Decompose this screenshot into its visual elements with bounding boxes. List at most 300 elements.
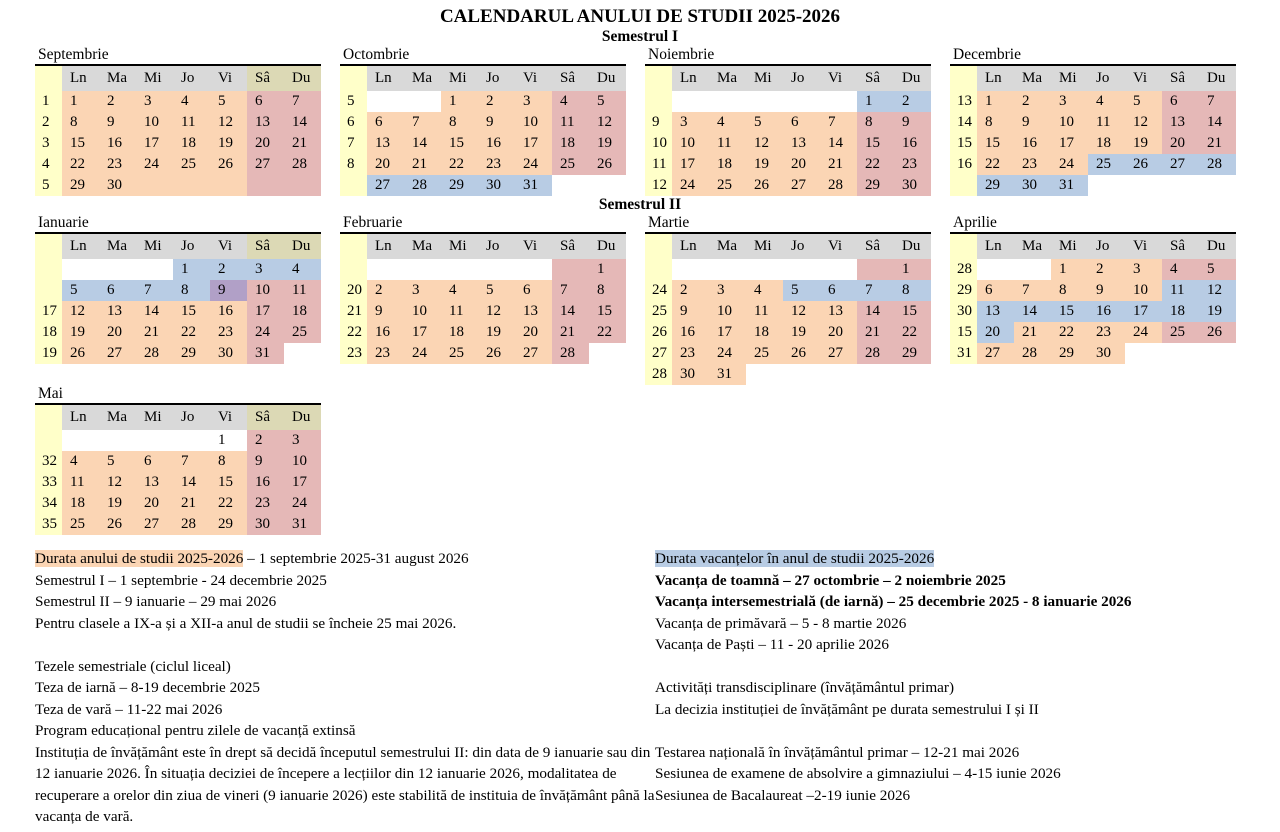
- week-row: [950, 154, 1236, 175]
- week-number-cell: [340, 175, 367, 196]
- day-cell: 12: [589, 112, 626, 133]
- notes-section: [35, 548, 1280, 828]
- day-cell: 12: [99, 472, 136, 493]
- day-cell: 6: [1162, 91, 1199, 112]
- day-cell: 7: [857, 280, 894, 301]
- week-row: [950, 322, 1236, 343]
- month-calendar-decembrie: [950, 47, 1236, 196]
- day-cell: 14: [857, 301, 894, 322]
- day-cell: 5: [783, 280, 820, 301]
- day-cell: 15: [894, 301, 931, 322]
- day-cell: 17: [247, 301, 284, 322]
- day-cell: 13: [99, 301, 136, 322]
- day-cell: 29: [210, 514, 247, 535]
- day-cell: 10: [672, 133, 709, 154]
- day-cell: 11: [709, 133, 746, 154]
- day-cell: 13: [247, 112, 284, 133]
- day-cell: 30: [210, 343, 247, 364]
- day-cell: 28: [404, 175, 441, 196]
- week-row: [35, 322, 321, 343]
- day-cell: 3: [1051, 91, 1088, 112]
- day-cell: [552, 259, 589, 280]
- weekday-header: Mi: [136, 234, 173, 259]
- day-cell: 7: [136, 280, 173, 301]
- day-cell: 28: [173, 514, 210, 535]
- day-cell: 9: [367, 301, 404, 322]
- day-cell: 17: [709, 322, 746, 343]
- week-row: [645, 175, 931, 196]
- week-row: [645, 133, 931, 154]
- week-header-corner: [950, 66, 977, 91]
- day-cell: 4: [62, 451, 99, 472]
- day-cell: 5: [478, 280, 515, 301]
- week-row: [35, 91, 321, 112]
- day-cell: 17: [284, 472, 321, 493]
- day-cell: 23: [478, 154, 515, 175]
- day-cell: 13: [1162, 112, 1199, 133]
- month-calendar-octombrie: [340, 47, 626, 196]
- note-line: Sesiunea de Bacalaureat –2-19 iunie 2026: [655, 786, 911, 804]
- day-cell: 21: [284, 133, 321, 154]
- day-cell: 3: [284, 430, 321, 451]
- weekday-header: Vi: [820, 234, 857, 259]
- day-cell: 2: [894, 91, 931, 112]
- day-cell: 4: [552, 91, 589, 112]
- day-cell: 6: [367, 112, 404, 133]
- day-cell: 19: [478, 322, 515, 343]
- month-table: [340, 234, 626, 364]
- day-cell: [136, 175, 173, 196]
- day-cell: 4: [441, 280, 478, 301]
- day-cell: 10: [515, 112, 552, 133]
- day-cell: 28: [820, 175, 857, 196]
- weekday-header: Ma: [1014, 66, 1051, 91]
- day-cell: 13: [783, 133, 820, 154]
- week-number-cell: 21: [340, 301, 367, 322]
- day-cell: 9: [1014, 112, 1051, 133]
- month-title: Mai: [35, 386, 321, 405]
- week-number-cell: 5: [340, 91, 367, 112]
- day-cell: [709, 91, 746, 112]
- day-cell: 18: [709, 154, 746, 175]
- weekday-header: Vi: [1125, 66, 1162, 91]
- day-cell: 27: [783, 175, 820, 196]
- week-number-cell: 35: [35, 514, 62, 535]
- day-cell: 10: [1051, 112, 1088, 133]
- day-cell: 14: [1199, 112, 1236, 133]
- day-cell: 4: [1162, 259, 1199, 280]
- day-cell: [783, 364, 820, 385]
- weekday-header: Ln: [367, 234, 404, 259]
- day-cell: 6: [977, 280, 1014, 301]
- day-cell: 24: [709, 343, 746, 364]
- day-cell: 18: [552, 133, 589, 154]
- day-cell: 5: [1125, 91, 1162, 112]
- day-cell: 3: [1125, 259, 1162, 280]
- day-cell: 11: [62, 472, 99, 493]
- day-cell: [746, 259, 783, 280]
- weekday-header: Ma: [709, 66, 746, 91]
- day-cell: 12: [1125, 112, 1162, 133]
- day-cell: 26: [210, 154, 247, 175]
- day-cell: 15: [977, 133, 1014, 154]
- day-cell: 4: [709, 112, 746, 133]
- day-cell: 30: [247, 514, 284, 535]
- note-line: Vacanța intersemestrială (de iarnă) – 25 decembrie 2025 - 8 ianuarie 2026: [655, 593, 1132, 610]
- day-cell: 17: [136, 133, 173, 154]
- week-number-cell: 28: [645, 364, 672, 385]
- day-cell: 2: [99, 91, 136, 112]
- week-row: [35, 259, 321, 280]
- day-cell: 7: [552, 280, 589, 301]
- weekday-header: Du: [1199, 66, 1236, 91]
- weekday-header: Du: [284, 405, 321, 430]
- day-cell: 15: [173, 301, 210, 322]
- weekday-header: Jo: [478, 234, 515, 259]
- weekday-header: Du: [589, 234, 626, 259]
- week-row: [645, 322, 931, 343]
- day-cell: [820, 364, 857, 385]
- semester2-months-row: [35, 214, 1280, 385]
- day-cell: 18: [62, 493, 99, 514]
- week-row: [35, 343, 321, 364]
- week-row: [35, 280, 321, 301]
- day-cell: 28: [552, 343, 589, 364]
- weekday-header: Ln: [672, 234, 709, 259]
- day-cell: 31: [284, 514, 321, 535]
- day-cell: 25: [284, 322, 321, 343]
- week-row: [950, 91, 1236, 112]
- month-calendar-februarie: [340, 215, 626, 364]
- day-cell: 21: [552, 322, 589, 343]
- weekday-header: Mi: [441, 234, 478, 259]
- day-cell: 25: [746, 343, 783, 364]
- month-title: Septembrie: [35, 47, 321, 66]
- day-cell: 10: [404, 301, 441, 322]
- day-cell: 5: [99, 451, 136, 472]
- week-row: [340, 280, 626, 301]
- day-cell: 17: [672, 154, 709, 175]
- weekday-header-row: [35, 66, 321, 91]
- blank-line: [35, 634, 655, 656]
- weekday-header: Mi: [136, 405, 173, 430]
- day-cell: 26: [1125, 154, 1162, 175]
- day-cell: 17: [1051, 133, 1088, 154]
- month-calendar-ianuarie: [35, 215, 321, 364]
- weekday-header: Mi: [746, 66, 783, 91]
- week-row: [35, 133, 321, 154]
- day-cell: [746, 364, 783, 385]
- month-table: [35, 66, 321, 196]
- day-cell: 21: [1199, 133, 1236, 154]
- week-row: [340, 259, 626, 280]
- note-line: Semestrul I – 1 septembrie - 24 decembrie 2025: [35, 571, 327, 589]
- day-cell: 31: [1051, 175, 1088, 196]
- month-calendar-martie: [645, 215, 931, 385]
- day-cell: 7: [1199, 91, 1236, 112]
- day-cell: 23: [210, 322, 247, 343]
- page-title: CALENDARUL ANULUI DE STUDII 2025-2026: [439, 6, 841, 27]
- day-cell: [99, 259, 136, 280]
- day-cell: 25: [1088, 154, 1125, 175]
- day-cell: 2: [210, 259, 247, 280]
- day-cell: 27: [136, 514, 173, 535]
- day-cell: 22: [857, 154, 894, 175]
- weekday-header: Sâ: [1162, 66, 1199, 91]
- weekday-header: Ma: [99, 66, 136, 91]
- weekday-header-row: [340, 66, 626, 91]
- day-cell: 8: [62, 112, 99, 133]
- note-line: Pentru clasele a IX-a și a XII-a anul de studii se încheie 25 mai 2026.: [35, 614, 457, 632]
- day-cell: [247, 175, 284, 196]
- week-number-cell: 1: [35, 91, 62, 112]
- day-cell: 1: [977, 91, 1014, 112]
- day-cell: 30: [1014, 175, 1051, 196]
- day-cell: 22: [210, 493, 247, 514]
- day-cell: [589, 343, 626, 364]
- day-cell: [1088, 175, 1125, 196]
- day-cell: 30: [1088, 343, 1125, 364]
- week-number-cell: 19: [35, 343, 62, 364]
- week-row: [645, 154, 931, 175]
- day-cell: 4: [173, 91, 210, 112]
- week-header-corner: [645, 234, 672, 259]
- day-cell: 8: [589, 280, 626, 301]
- day-cell: 29: [441, 175, 478, 196]
- note-line: Semestrul II – 9 ianuarie – 29 mai 2026: [35, 593, 277, 610]
- day-cell: [857, 259, 894, 280]
- day-cell: 15: [589, 301, 626, 322]
- week-number-cell: 16: [950, 154, 977, 175]
- day-cell: 27: [367, 175, 404, 196]
- day-cell: 2: [247, 430, 284, 451]
- day-cell: 16: [210, 301, 247, 322]
- weekday-header: Vi: [515, 234, 552, 259]
- day-cell: 30: [672, 364, 709, 385]
- week-row: [950, 259, 1236, 280]
- semester2-months-row-continued: [35, 385, 1280, 535]
- day-cell: 29: [1051, 343, 1088, 364]
- day-cell: 12: [62, 301, 99, 322]
- day-cell: 19: [99, 493, 136, 514]
- week-number-cell: 33: [35, 472, 62, 493]
- weekday-header-row: [35, 234, 321, 259]
- day-cell: 26: [62, 343, 99, 364]
- weekday-header-row: [340, 234, 626, 259]
- weekday-header: Mi: [1051, 66, 1088, 91]
- day-cell: 5: [1199, 259, 1236, 280]
- month-calendar-mai: [35, 386, 321, 535]
- day-cell: [709, 259, 746, 280]
- note-line: Vacanța de Paști – 11 - 20 aprilie 2026: [655, 636, 889, 653]
- day-cell: 3: [136, 91, 173, 112]
- week-number-cell: 31: [950, 343, 977, 364]
- week-row: [950, 112, 1236, 133]
- day-cell: 13: [977, 301, 1014, 322]
- week-number-cell: 13: [950, 91, 977, 112]
- day-cell: 11: [284, 280, 321, 301]
- weekday-header: Vi: [210, 66, 247, 91]
- day-cell: 12: [783, 301, 820, 322]
- day-cell: 25: [552, 154, 589, 175]
- day-cell: [977, 259, 1014, 280]
- weekday-header-row: [950, 66, 1236, 91]
- week-number-cell: [340, 259, 367, 280]
- day-cell: 1: [1051, 259, 1088, 280]
- weekday-header: Du: [284, 66, 321, 91]
- day-cell: 29: [977, 175, 1014, 196]
- weekday-header: Ma: [709, 234, 746, 259]
- week-row: [645, 280, 931, 301]
- day-cell: 20: [1162, 133, 1199, 154]
- week-row: [950, 301, 1236, 322]
- day-cell: 18: [746, 322, 783, 343]
- day-cell: 6: [99, 280, 136, 301]
- week-row: [645, 364, 931, 385]
- week-number-cell: 8: [340, 154, 367, 175]
- day-cell: 21: [857, 322, 894, 343]
- day-cell: [820, 259, 857, 280]
- day-cell: 3: [404, 280, 441, 301]
- week-row: [950, 133, 1236, 154]
- week-number-cell: 3: [35, 133, 62, 154]
- weekday-header-row: [950, 234, 1236, 259]
- weekday-header-row: [645, 234, 931, 259]
- week-row: [645, 343, 931, 364]
- week-row: [340, 322, 626, 343]
- day-cell: [1162, 175, 1199, 196]
- week-number-cell: 4: [35, 154, 62, 175]
- week-row: [340, 175, 626, 196]
- day-cell: 13: [367, 133, 404, 154]
- week-number-cell: 27: [645, 343, 672, 364]
- day-cell: [1014, 259, 1051, 280]
- week-row: [645, 91, 931, 112]
- week-number-cell: [645, 91, 672, 112]
- week-number-cell: 5: [35, 175, 62, 196]
- week-number-cell: 6: [340, 112, 367, 133]
- week-row: [35, 112, 321, 133]
- week-number-cell: [35, 259, 62, 280]
- day-cell: 2: [478, 91, 515, 112]
- day-cell: 2: [672, 280, 709, 301]
- day-cell: 16: [672, 322, 709, 343]
- note-line: Teza de iarnă – 8-19 decembrie 2025: [35, 679, 260, 696]
- day-cell: 10: [136, 112, 173, 133]
- day-cell: 16: [99, 133, 136, 154]
- weekday-header: Sâ: [247, 405, 284, 430]
- blank-line: [655, 720, 1245, 742]
- day-cell: 23: [894, 154, 931, 175]
- day-cell: 10: [284, 451, 321, 472]
- day-cell: 5: [746, 112, 783, 133]
- note-line: Vacanța de toamnă – 27 octombrie – 2 noiembrie 2025: [655, 571, 1006, 589]
- day-cell: 23: [99, 154, 136, 175]
- month-title: Ianuarie: [35, 215, 321, 234]
- weekday-header: Jo: [173, 234, 210, 259]
- day-cell: 16: [367, 322, 404, 343]
- week-number-cell: [950, 175, 977, 196]
- weekday-header: Jo: [1088, 66, 1125, 91]
- week-number-cell: 7: [340, 133, 367, 154]
- note-line: Sesiunea de examene de absolvire a gimnaziului – 4-15 iunie 2026: [655, 765, 1061, 782]
- day-cell: 11: [552, 112, 589, 133]
- day-cell: [173, 175, 210, 196]
- day-cell: 7: [173, 451, 210, 472]
- week-number-cell: 18: [35, 322, 62, 343]
- day-cell: 29: [857, 175, 894, 196]
- week-number-cell: 28: [950, 259, 977, 280]
- semester1-months-row: [35, 46, 1280, 196]
- day-cell: 25: [62, 514, 99, 535]
- day-cell: 30: [99, 175, 136, 196]
- day-cell: 22: [894, 322, 931, 343]
- month-table: [35, 405, 321, 535]
- day-cell: 17: [404, 322, 441, 343]
- day-cell: 28: [1014, 343, 1051, 364]
- weekday-header: Jo: [173, 405, 210, 430]
- month-title: Octombrie: [340, 47, 626, 66]
- weekday-header: Ln: [62, 66, 99, 91]
- day-cell: 26: [589, 154, 626, 175]
- day-cell: 4: [284, 259, 321, 280]
- day-cell: [1125, 175, 1162, 196]
- highlighted-text: Durata vacanțelor în anul de studii 2025-2026: [655, 550, 935, 567]
- day-cell: 26: [99, 514, 136, 535]
- day-cell: 11: [173, 112, 210, 133]
- day-cell: 19: [746, 154, 783, 175]
- week-header-corner: [35, 405, 62, 430]
- day-cell: [210, 175, 247, 196]
- weekday-header: Mi: [136, 66, 173, 91]
- day-cell: 24: [404, 343, 441, 364]
- weekday-header: Sâ: [1162, 234, 1199, 259]
- day-cell: 6: [820, 280, 857, 301]
- day-cell: 19: [62, 322, 99, 343]
- day-cell: 8: [173, 280, 210, 301]
- day-cell: [783, 91, 820, 112]
- week-header-corner: [340, 234, 367, 259]
- day-cell: 9: [247, 451, 284, 472]
- day-cell: 3: [672, 112, 709, 133]
- day-cell: 9: [672, 301, 709, 322]
- week-number-cell: [645, 259, 672, 280]
- week-number-cell: 24: [645, 280, 672, 301]
- day-cell: 22: [1051, 322, 1088, 343]
- day-cell: [284, 175, 321, 196]
- week-row: [950, 175, 1236, 196]
- day-cell: 31: [515, 175, 552, 196]
- month-title: Februarie: [340, 215, 626, 234]
- day-cell: 24: [284, 493, 321, 514]
- week-row: [35, 514, 321, 535]
- weekday-header: Vi: [515, 66, 552, 91]
- day-cell: 21: [136, 322, 173, 343]
- day-cell: [515, 259, 552, 280]
- day-cell: 20: [99, 322, 136, 343]
- week-number-cell: 26: [645, 322, 672, 343]
- day-cell: 21: [404, 154, 441, 175]
- day-cell: [367, 259, 404, 280]
- weekday-header: Jo: [783, 66, 820, 91]
- day-cell: [478, 259, 515, 280]
- day-cell: 27: [820, 343, 857, 364]
- week-row: [35, 430, 321, 451]
- week-number-cell: 11: [645, 154, 672, 175]
- note-line: [35, 548, 655, 570]
- weekday-header: Vi: [210, 405, 247, 430]
- day-cell: 23: [1088, 322, 1125, 343]
